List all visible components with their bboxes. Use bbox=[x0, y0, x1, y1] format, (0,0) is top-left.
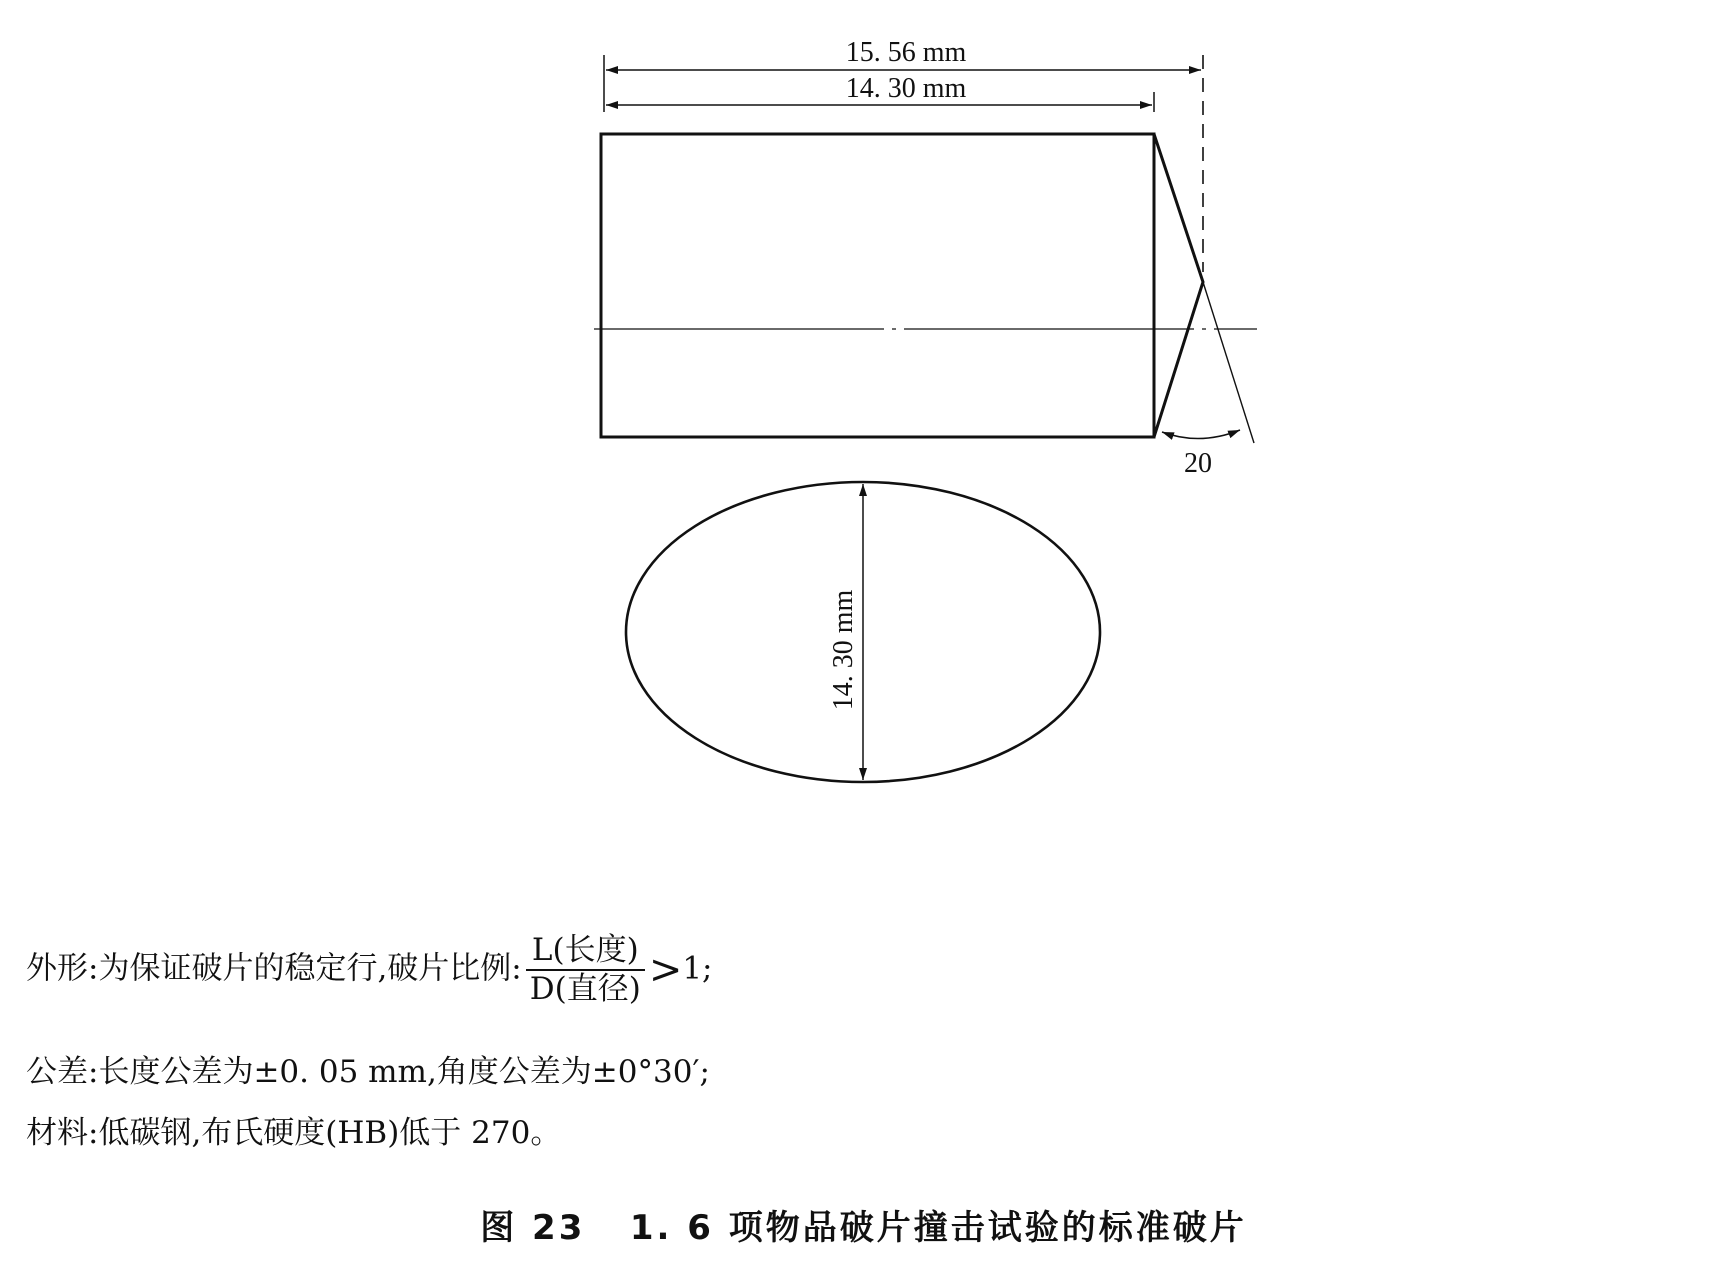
note-shape-label: 外形: bbox=[26, 950, 99, 987]
note-tolerance-label: 公差: bbox=[26, 1054, 99, 1090]
fragment-conical-tip bbox=[1154, 134, 1203, 437]
angle-arc bbox=[1162, 430, 1240, 439]
note-tolerance-text: 长度公差为±0. 05 mm,角度公差为±0°30′; bbox=[98, 1054, 710, 1090]
fragment-side-view bbox=[601, 134, 1154, 437]
note-material bbox=[26, 1115, 562, 1151]
angle-label: 20 bbox=[1184, 448, 1212, 479]
overall-length-label: 15. 56 mm bbox=[845, 37, 967, 68]
body-length-label: 14. 30 mm bbox=[845, 73, 967, 104]
note-shape bbox=[26, 932, 713, 1007]
note-material-text: 低碳钢,布氏硬度(HB)低于 270。 bbox=[98, 1115, 562, 1151]
ratio-denominator: D(直径) bbox=[529, 971, 641, 1007]
figure-caption: 图 23 1. 6 项物品破片撞击试验的标准破片 bbox=[480, 1208, 1247, 1248]
diameter-label: 14. 30 mm bbox=[828, 589, 859, 711]
ratio-numerator: L(长度) bbox=[526, 935, 645, 971]
note-material-label: 材料: bbox=[26, 1115, 99, 1151]
note-tolerance bbox=[26, 1054, 710, 1090]
note-shape-text: 为保证破片的稳定行,破片比例: bbox=[98, 950, 522, 987]
ratio-fraction bbox=[526, 932, 645, 1007]
ratio-relation: > bbox=[648, 947, 683, 993]
ratio-value: 1; bbox=[682, 950, 713, 987]
angle-reference-line bbox=[1203, 282, 1254, 443]
